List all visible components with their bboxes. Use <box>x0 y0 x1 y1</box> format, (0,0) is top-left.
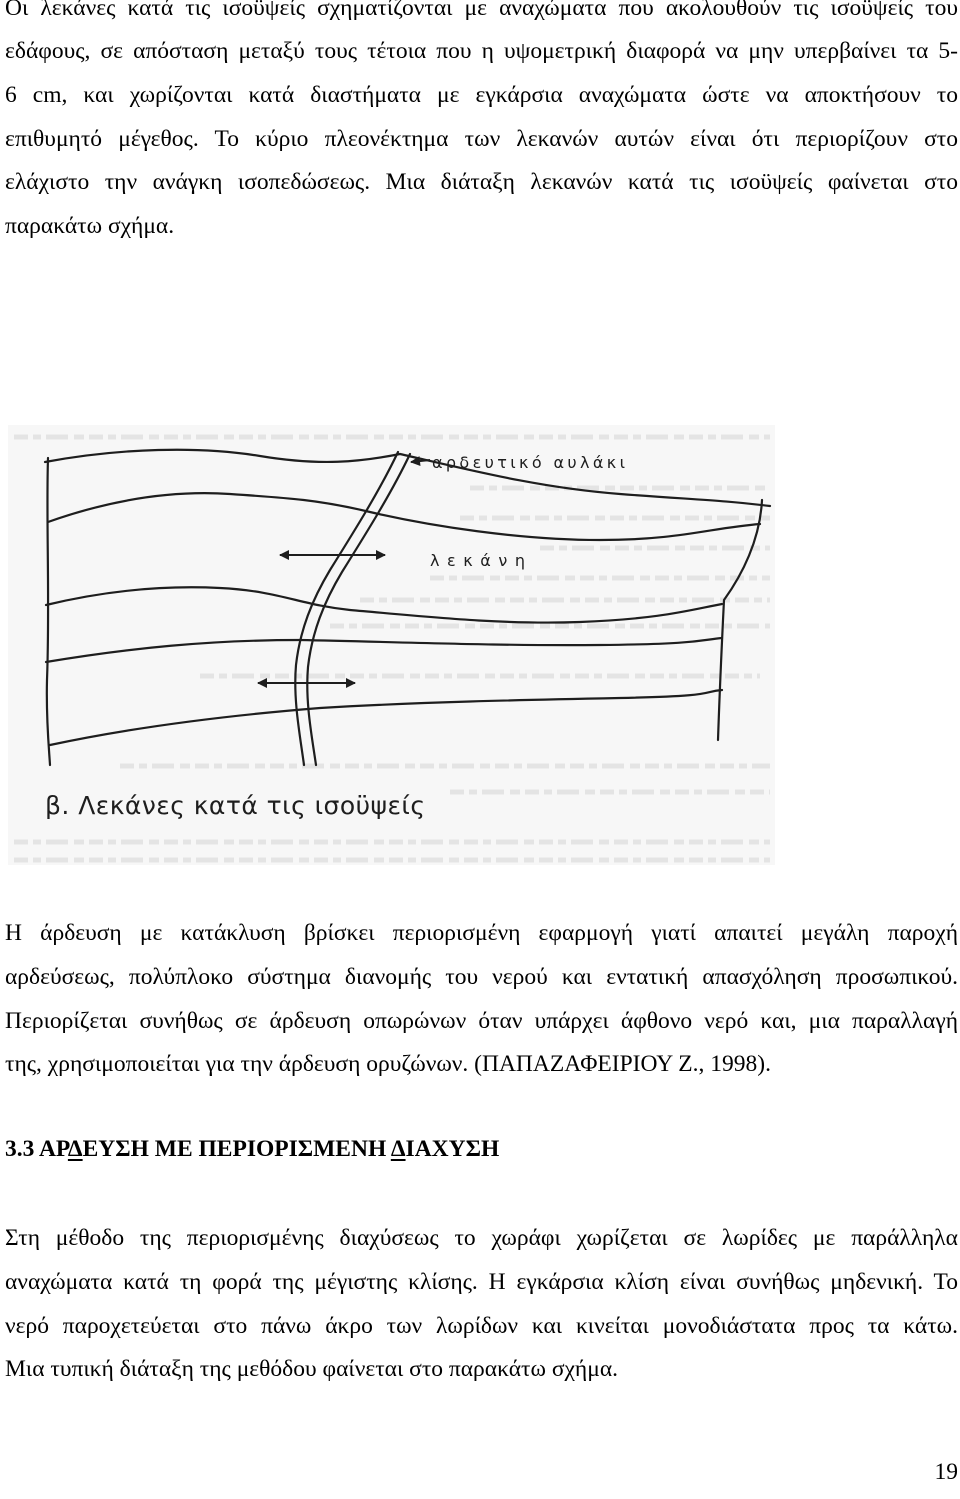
field-right-boundary <box>718 500 762 740</box>
paragraph-limited-diffusion <box>5 1217 958 1392</box>
figure-caption: β. Λεκάνες κατά τις ισοϋψείς <box>45 791 425 820</box>
underlined-letter: Δ <box>390 1136 406 1162</box>
ditch-pointer-arrow <box>411 460 430 462</box>
text-line: εδάφους, σε απόσταση μεταξύ τους τέτοια που η υψομετρική διαφορά να μην υπερβαίνει τα 5- <box>5 38 958 64</box>
text-line: Η άρδευση με κατάκλυση βρίσκει περιορισμένη εφαρμογή γιατί απαιτεί μεγάλη παροχή <box>5 920 958 946</box>
text-line: Οι λεκάνες κατά τις ισοϋψείς σχηματίζονται με αναχώματα που ακολουθούν τις ισοϋψείς του <box>5 0 958 21</box>
text-line: παρακάτω σχήμα. <box>5 213 175 240</box>
text-line: 6 cm, και χωρίζονται κατά διαστήματα με εγκάρσια αναχώματα ώστε να αποκτήσουν το <box>5 81 958 108</box>
text-line: επιθυμητό μέγεθος. Το κύριο πλεονέκτημα των λεκανών αυτών είναι ότι περιορίζουν στο <box>5 125 958 152</box>
contour-levee-5 <box>50 690 722 745</box>
underlined-letter: Δ <box>67 1136 83 1162</box>
text-line: αναχώματα κατά τη φορά της μέγιστης κλίσης. Η εγκάρσια κλίση είναι συνήθως μηδενική. Το <box>5 1268 958 1295</box>
paragraph-contour-basins <box>5 0 958 249</box>
text-line: νερό παροχετεύεται στο πάνω άκρο των λωρίδων και κινείται μονοδιάστατα προς τα κάτω. <box>5 1312 958 1339</box>
text-line: ελάχιστο την ανάγκη ισοπεδώσεως. Μια διάταξη λεκανών κατά τις ισοϋψείς φαίνεται στο <box>5 169 958 196</box>
figure-contour-basins <box>8 425 775 865</box>
contour-levees <box>45 450 770 765</box>
field-left-boundary <box>47 458 50 765</box>
label-basin: λεκάνη <box>430 551 525 570</box>
contour-levee-3 <box>46 587 722 622</box>
ditch-bank-left <box>295 452 398 765</box>
text-line: της, χρησιμοποιείται για την άρδευση ορυζώνων. (ΠΑΠΑΖΑΦΕΙΡΙΟΥ Ζ., 1998). <box>5 1051 771 1078</box>
text-line: Στη μέθοδο της περιορισμένης διαχύσεως το χωράφι χωρίζεται σε λωρίδες με παράλληλα <box>5 1225 958 1251</box>
text-line: αρδεύσεως, πολύπλοκο σύστημα διανομής του νερού και εντατική απασχόληση προσωπικού. <box>5 963 958 990</box>
contour-basins-drawing <box>8 425 775 865</box>
paragraph-flood-irrigation <box>5 912 958 1087</box>
text-line: Μια τυπική διάταξη της μεθόδου φαίνεται στο παρακάτω σχήμα. <box>5 1356 619 1383</box>
text-line: Περιορίζεται συνήθως σε άρδευση οπωρώνων όταν υπάρχει άφθονο νερό και, μια παραλλαγή <box>5 1007 958 1034</box>
section-heading: 3.3 ΑΡΔΕΥΣΗ ΜΕ ΠΕΡΙΟΡΙΣΜΕΝΗ ΔΙΑΧΥΣΗ <box>5 1136 500 1162</box>
contour-levee-4 <box>46 638 722 662</box>
irrigation-ditch <box>295 452 410 765</box>
page-number: 19 <box>934 1459 958 1485</box>
ditch-bank-right <box>307 454 410 765</box>
label-irrigation-ditch: αρδευτικό αυλάκι <box>432 453 625 472</box>
